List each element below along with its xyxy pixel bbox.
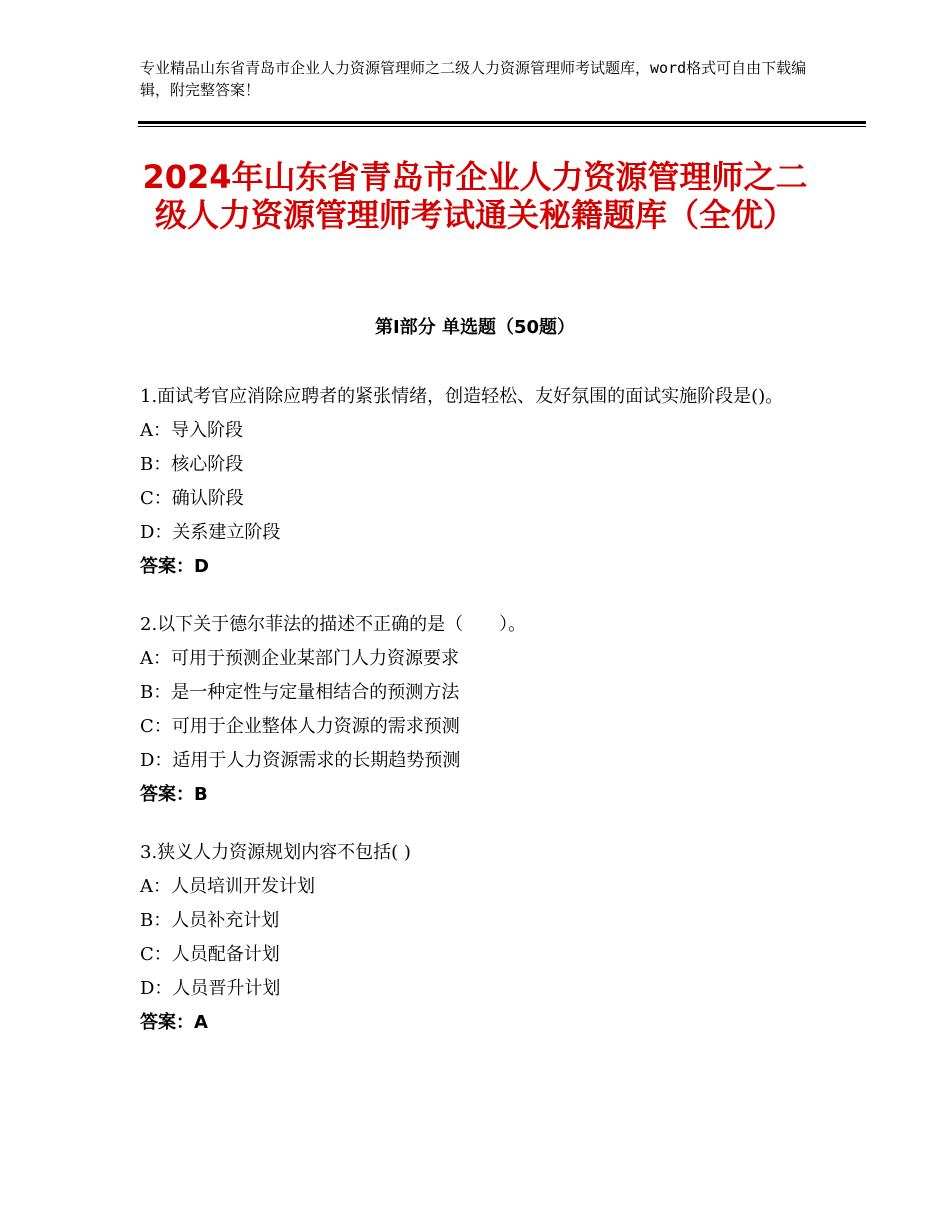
option-b: B：是一种定性与定量相结合的预测方法 xyxy=(140,682,460,703)
header-rule-thin xyxy=(138,126,866,127)
header-note: 专业精品山东省青岛市企业人力资源管理师之二级人力资源管理师考试题库，word格式可自由下载编辑，附完整答案！ xyxy=(140,59,807,99)
question-stem: 1.面试考官应消除应聘者的紧张情绪，创造轻松、友好氛围的面试实施阶段是()。 xyxy=(140,386,784,407)
option-d: D：适用于人力资源需求的长期趋势预测 xyxy=(140,750,461,771)
option-c: C：确认阶段 xyxy=(140,488,244,509)
question-stem: 2.以下关于德尔菲法的描述不正确的是（ ）。 xyxy=(140,614,527,635)
option-d: D：人员晋升计划 xyxy=(140,978,281,999)
option-b: B：核心阶段 xyxy=(140,454,244,475)
header-rule-thick xyxy=(138,121,866,124)
option-d: D：关系建立阶段 xyxy=(140,522,281,543)
answer: 答案：A xyxy=(140,1012,208,1033)
option-a: A：导入阶段 xyxy=(140,420,243,441)
document-title: 2024年山东省青岛市企业人力资源管理师之二级人力资源管理师考试通关秘籍题库（全优） xyxy=(142,158,808,234)
option-b: B：人员补充计划 xyxy=(140,910,280,931)
question-stem: 3.狭义人力资源规划内容不包括( ) xyxy=(140,842,411,863)
question-2 xyxy=(140,608,820,812)
option-c: C：可用于企业整体人力资源的需求预测 xyxy=(140,716,460,737)
option-c: C：人员配备计划 xyxy=(140,944,280,965)
answer: 答案：D xyxy=(140,556,209,577)
option-a: A：可用于预测企业某部门人力资源要求 xyxy=(140,648,459,669)
question-3 xyxy=(140,836,820,1040)
option-a: A：人员培训开发计划 xyxy=(140,876,315,897)
question-list xyxy=(140,380,820,1064)
section-heading: 第Ⅰ部分 单选题（50题） xyxy=(374,317,575,338)
answer: 答案：B xyxy=(140,784,208,805)
question-1 xyxy=(140,380,820,584)
